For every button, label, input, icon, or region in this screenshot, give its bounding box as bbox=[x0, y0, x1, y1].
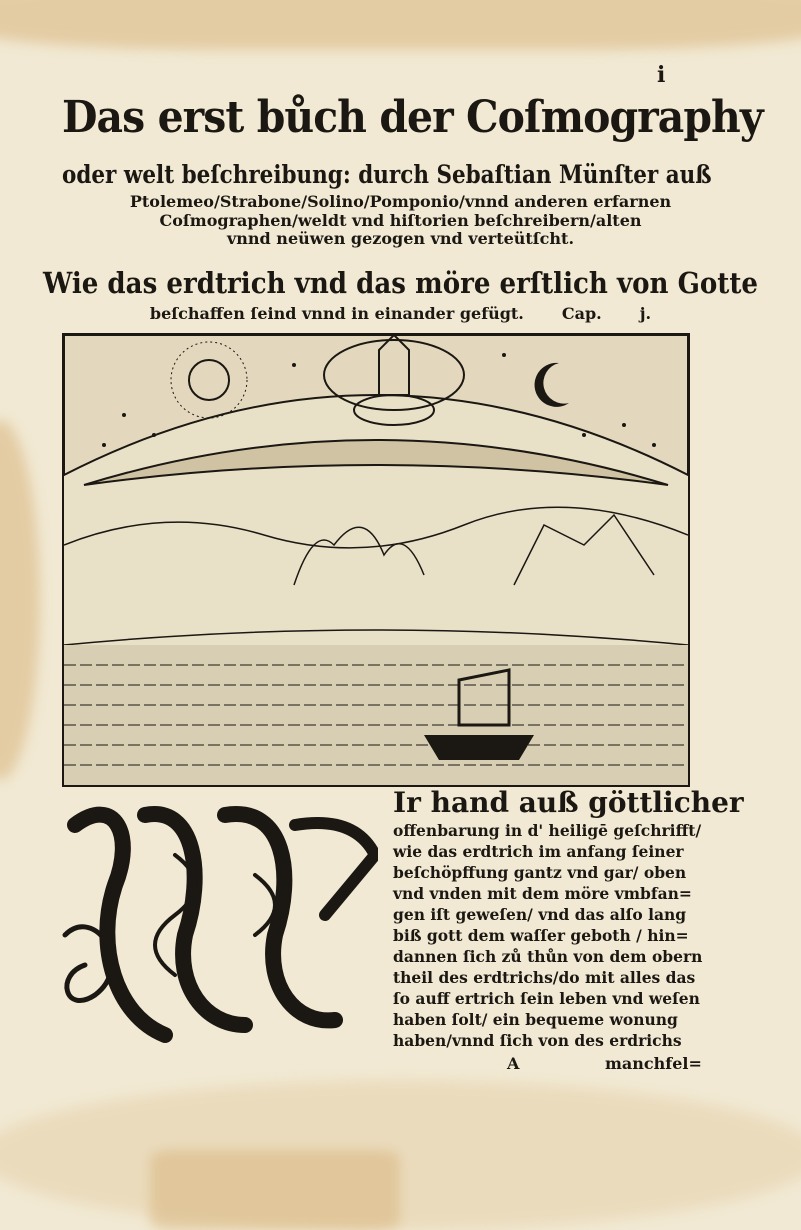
paper-stain bbox=[0, 420, 40, 780]
title-line-2: oder welt beſchreibung: durch Sebaſtian Münſter auß bbox=[62, 160, 712, 189]
body-line: Ir hand auß göttlicher bbox=[393, 786, 744, 819]
body-line: haben ſolt/ ein bequeme wonung bbox=[393, 1010, 678, 1029]
body-line: haben/vnnd ſich von des erdrichs bbox=[393, 1031, 682, 1050]
woodcut-drawing bbox=[64, 335, 688, 785]
catchword: manchfel= bbox=[605, 1054, 702, 1073]
body-line: beſchöpffung gantz vnd gar/ oben bbox=[393, 863, 687, 882]
folio-number: i bbox=[657, 62, 666, 88]
signature-line bbox=[393, 1053, 702, 1075]
decorated-initial bbox=[55, 795, 378, 1050]
cap-number: j. bbox=[639, 304, 652, 323]
initial-letter-drawing bbox=[55, 795, 378, 1050]
body-line: theil des erdtrichs/do mit alles das bbox=[393, 968, 696, 987]
body-line: ſo auff ertrich ſein leben vnd weſen bbox=[393, 989, 700, 1008]
body-line: offenbarung in d' heiligē geſchrifft/ bbox=[393, 821, 702, 840]
title-line-5: vnnd neüwen gezogen vnd verteütſcht. bbox=[226, 229, 575, 248]
body-line: dannen ſich zů thůn von dem obern bbox=[393, 947, 703, 966]
cap-label: Cap. bbox=[561, 304, 602, 323]
body-text bbox=[393, 786, 744, 1075]
sea bbox=[64, 645, 688, 785]
chapter-subheading bbox=[0, 304, 801, 323]
title-line-4: Coſmographen/weldt vnd hiſtorien beſchreibern/alten bbox=[159, 211, 642, 230]
body-line: gen iſt geweſen/ vnd das alſo lang bbox=[393, 905, 687, 924]
title-line-3: Ptolemeo/Strabone/Solino/Pomponio/vnnd anderen erfarnen bbox=[129, 192, 672, 211]
subheading-text: beſchaffen ſeind vnnd in einander gefügt. bbox=[149, 304, 524, 323]
paper-stain bbox=[0, 1080, 801, 1230]
paper-stain bbox=[0, 0, 801, 50]
body-line: vnd vnden mit dem möre vmbfan= bbox=[393, 884, 692, 903]
creation-woodcut-illustration bbox=[62, 333, 690, 787]
body-line: wie das erdtrich im anfang ſeiner bbox=[393, 842, 684, 861]
chapter-heading: Wie das erdtrich vnd das möre erſtlich von Gotte bbox=[42, 266, 759, 300]
signature-mark: A bbox=[507, 1054, 520, 1073]
book-title: Das erst bůch der Coſmography bbox=[62, 92, 763, 143]
body-line: biß gott dem waſſer geboth / hin= bbox=[393, 926, 689, 945]
